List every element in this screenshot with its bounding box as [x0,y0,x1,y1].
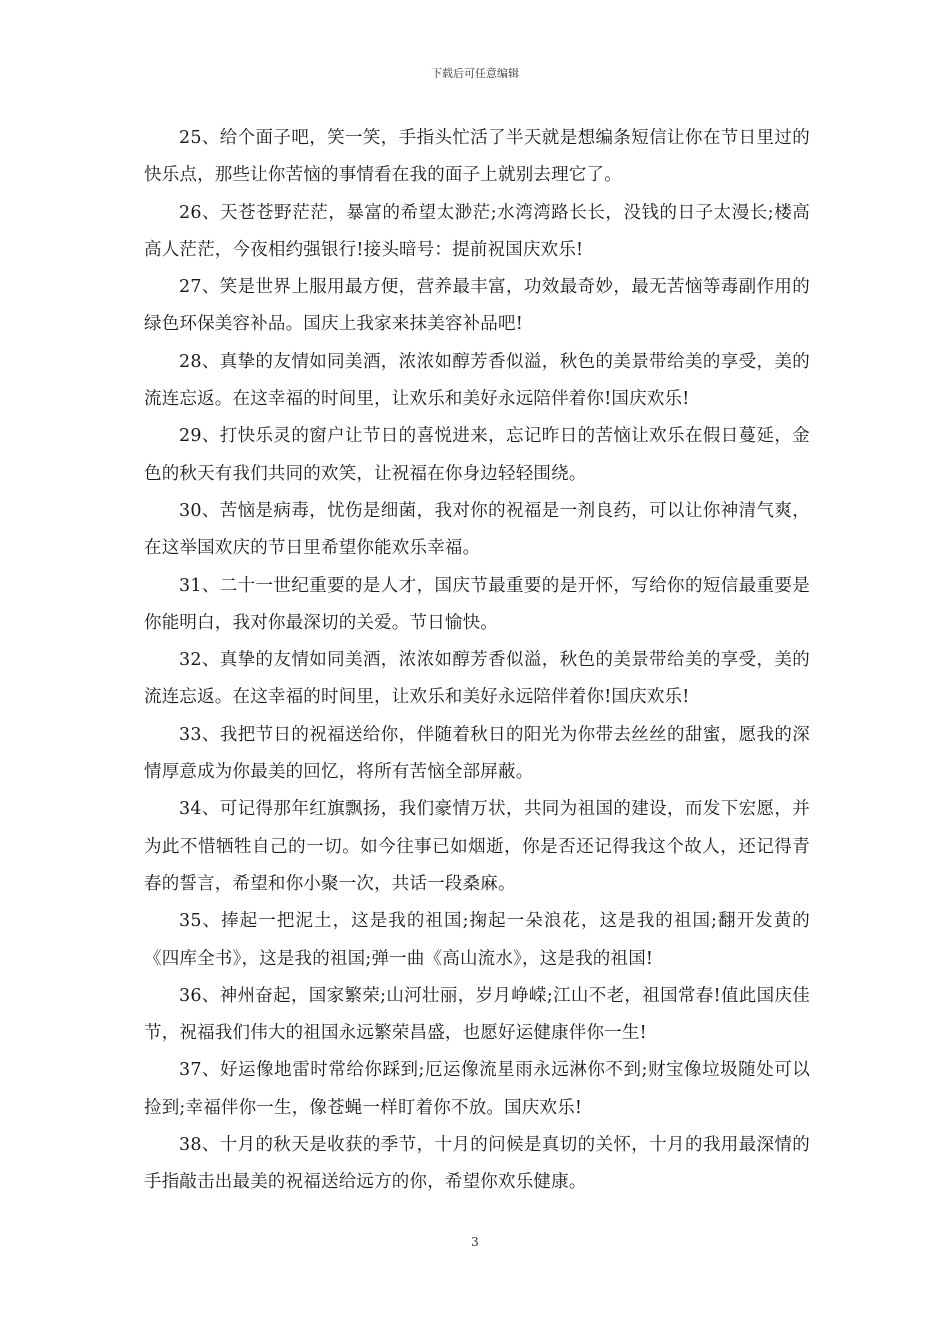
paragraph-35: 35、捧起一把泥土，这是我的祖国;掬起一朵浪花，这是我的祖国;翻开发黄的《四库全书》，这是我的祖国;弹一曲《高山流水》，这是我的祖国! [144,911,810,969]
paragraph-31: 31、二十一世纪重要的是人才，国庆节最重要的是开怀，写给你的短信最重要是你能明白，我对你最深切的关爱。节日愉快。 [144,575,810,633]
paragraph-25: 25、给个面子吧，笑一笑，手指头忙活了半天就是想编条短信让你在节日里过的快乐点，那些让你苦恼的事情看在我的面子上就别去理它了。 [144,128,810,186]
paragraph-36: 36、神州奋起，国家繁荣;山河壮丽，岁月峥嵘;江山不老，祖国常春!值此国庆佳节，祝福我们伟大的祖国永远繁荣昌盛，也愿好运健康伴你一生! [144,985,810,1044]
paragraph-30: 30、苦恼是病毒，忧伤是细菌，我对你的祝福是一剂良药，可以让你神清气爽，在这举国欢庆的节日里希望你能欢乐幸福。 [144,500,810,559]
page-number: 3 [471,1235,479,1249]
paragraph-34: 34、可记得那年红旗飘扬，我们豪情万状，共同为祖国的建设，而发下宏愿，并为此不惜牺牲自己的一切。如今往事已如烟逝，你是否还记得我这个故人，还记得青春的誓言，希望和你小聚一次，共话一段桑麻。 [144,799,810,894]
document-body [144,120,810,1202]
paragraph-27: 27、笑是世界上服用最方便，营养最丰富，功效最奇妙，最无苦恼等毒副作用的绿色环保美容补品。国庆上我家来抹美容补品吧! [144,277,810,335]
paragraph-38: 38、十月的秋天是收获的季节，十月的问候是真切的关怀，十月的我用最深情的手指敲击出最美的祝福送给远方的你，希望你欢乐健康。 [144,1135,810,1193]
page-header: 下载后可任意编辑 [431,67,519,80]
paragraph-26: 26、天苍苍野茫茫，暴富的希望太渺茫;水湾湾路长长，没钱的日子太漫长;楼高高人茫茫，今夜相约强银行!接头暗号：提前祝国庆欢乐! [144,202,810,260]
paragraph-28: 28、真挚的友情如同美酒，浓浓如醇芳香似溢，秋色的美景带给美的享受，美的流连忘返。在这幸福的时间里，让欢乐和美好永远陪伴着你!国庆欢乐! [144,351,810,410]
paragraph-37: 37、好运像地雷时常给你踩到;厄运像流星雨永远淋你不到;财宝像垃圾随处可以捡到;幸福伴你一生，像苍蝇一样盯着你不放。国庆欢乐! [144,1060,810,1118]
paragraph-33: 33、我把节日的祝福送给你，伴随着秋日的阳光为你带去丝丝的甜蜜，愿我的深情厚意成为你最美的回忆，将所有苦恼全部屏蔽。 [144,724,810,783]
paragraph-32: 32、真挚的友情如同美酒，浓浓如醇芳香似溢，秋色的美景带给美的享受，美的流连忘返。在这幸福的时间里，让欢乐和美好永远陪伴着你!国庆欢乐! [144,650,810,708]
paragraph-29: 29、打快乐灵的窗户让节日的喜悦进来，忘记昨日的苦恼让欢乐在假日蔓延，金色的秋天有我们共同的欢笑，让祝福在你身边轻轻围绕。 [144,426,810,484]
